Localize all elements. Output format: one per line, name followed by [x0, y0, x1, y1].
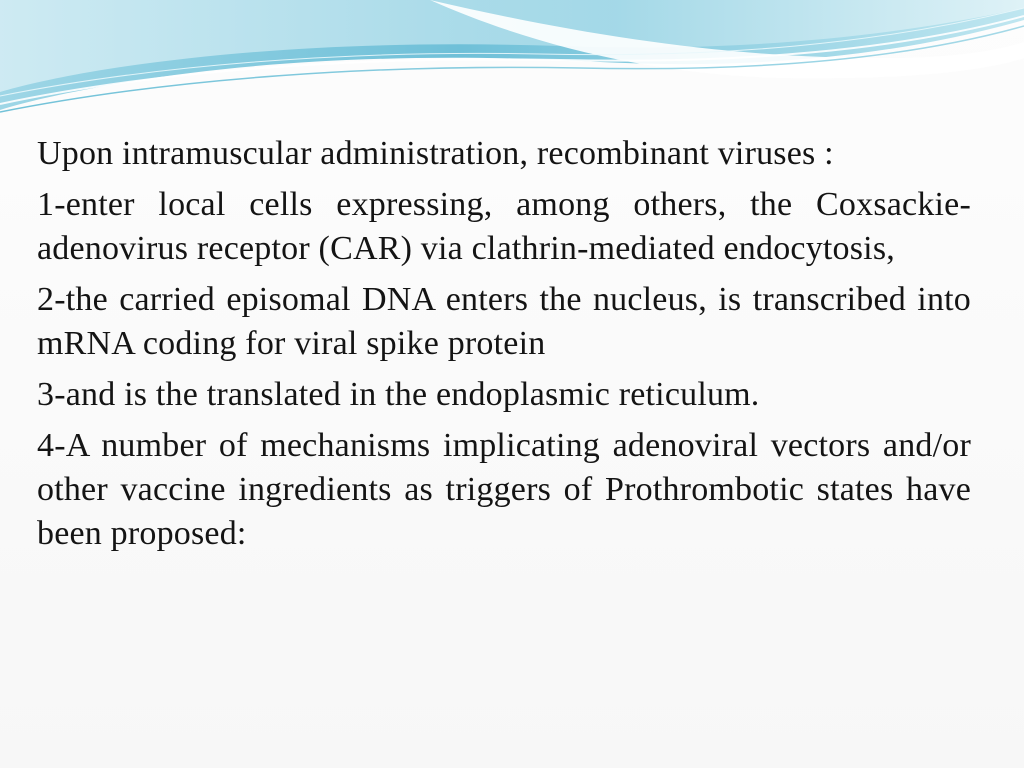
header-wave-decoration: [0, 0, 1024, 130]
slide-body: [37, 132, 971, 563]
paragraph-step-3: 3-and is the translated in the endoplasmic reticulum.: [37, 376, 760, 413]
paragraph-step-1: 1-enter local cells expressing, among others, the Coxsackie-adenovirus receptor (CAR) via clathrin-mediated endocytosis,: [37, 186, 971, 267]
paragraph-step-4: 4-A number of mechanisms implicating adenoviral vectors and/or other vaccine ingredients as triggers of Prothrombotic states have been proposed:: [37, 427, 971, 552]
paragraph-intro: Upon intramuscular administration, recombinant viruses :: [37, 135, 834, 172]
paragraph-step-2: 2-the carried episomal DNA enters the nucleus, is transcribed into mRNA coding for viral spike protein: [37, 281, 971, 362]
